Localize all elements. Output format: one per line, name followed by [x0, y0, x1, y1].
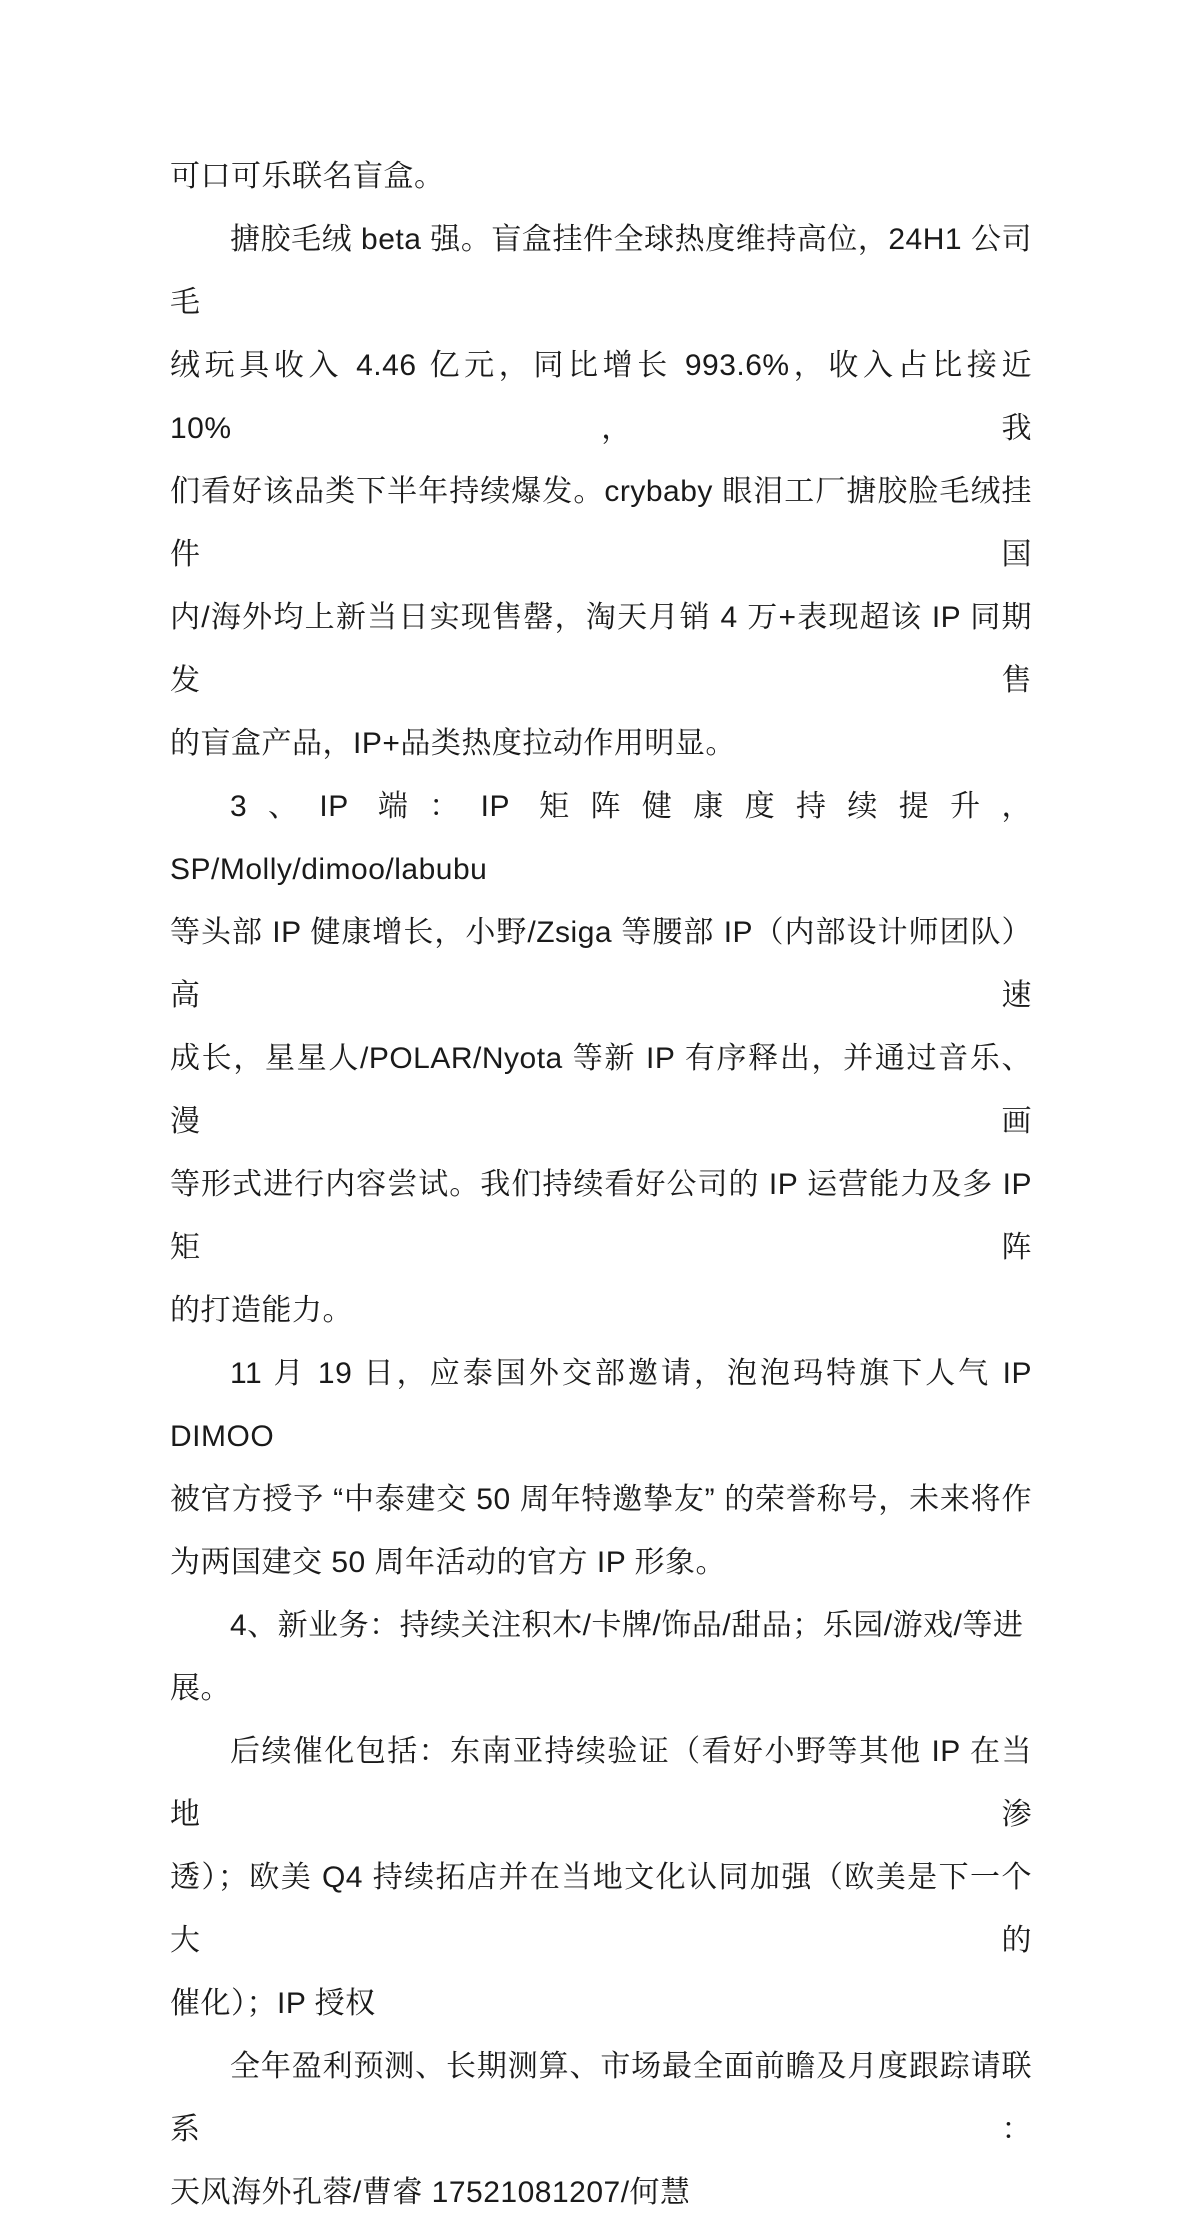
text-line: 3、IP 端：IP 矩阵健康度持续提升，SP/Molly/dimoo/labubu [170, 790, 1032, 886]
text-line: 绒玩具收入 4.46 亿元，同比增长 993.6%，收入占比接近 10%，我 [170, 349, 1041, 445]
text-line: 搪胶毛绒 beta 强。盲盒挂件全球热度维持高位，24H1 公司毛 [170, 223, 1032, 319]
text-line: 等头部 IP 健康增长，小野/Zsiga 等腰部 IP（内部设计师团队）高速 [170, 916, 1032, 1012]
text-line: 们看好该品类下半年持续爆发。crybaby 眼泪工厂搪胶脸毛绒挂件国 [170, 475, 1032, 571]
text-line: 被官方授予 “中泰建交 50 周年特邀挚友” 的荣誉称号，未来将作 [170, 1483, 1032, 1516]
text-line: 的打造能力。 [170, 1294, 353, 1327]
text-line: 透）；欧美 Q4 持续拓店并在当地文化认同加强（欧美是下一个大的 [170, 1861, 1032, 1957]
text-line: 全年盈利预测、长期测算、市场最全面前瞻及月度跟踪请联系： [170, 2050, 1032, 2146]
text-line: 等形式进行内容尝试。我们持续看好公司的 IP 运营能力及多 IP 矩阵 [170, 1168, 1041, 1264]
text-line: 内/海外均上新当日实现售罄，淘天月销 4 万+表现超该 IP 同期发售 [170, 601, 1032, 697]
text-line: 成长，星星人/POLAR/Nyota 等新 IP 有序释出，并通过音乐、漫画 [170, 1042, 1032, 1138]
text-line: 为两国建交 50 周年活动的官方 IP 形象。 [170, 1546, 727, 1579]
text-line: 11 月 19 日，应泰国外交部邀请，泡泡玛特旗下人气 IP DIMOO [170, 1357, 1041, 1453]
document-text-block [170, 145, 1041, 2224]
text-line: 天风海外孔蓉/曹睿 17521081207/何慧 [170, 2176, 691, 2209]
text-line: 的盲盒产品，IP+品类热度拉动作用明显。 [170, 727, 736, 760]
text-line: 4、新业务：持续关注积木/卡牌/饰品/甜品；乐园/游戏/等进展。 [170, 1609, 1024, 1705]
text-line: 催化）；IP 授权 [170, 1987, 376, 2020]
text-line: 可口可乐联名盲盒。 [170, 160, 445, 193]
text-line: 后续催化包括：东南亚持续验证（看好小野等其他 IP 在当地渗 [170, 1735, 1032, 1831]
